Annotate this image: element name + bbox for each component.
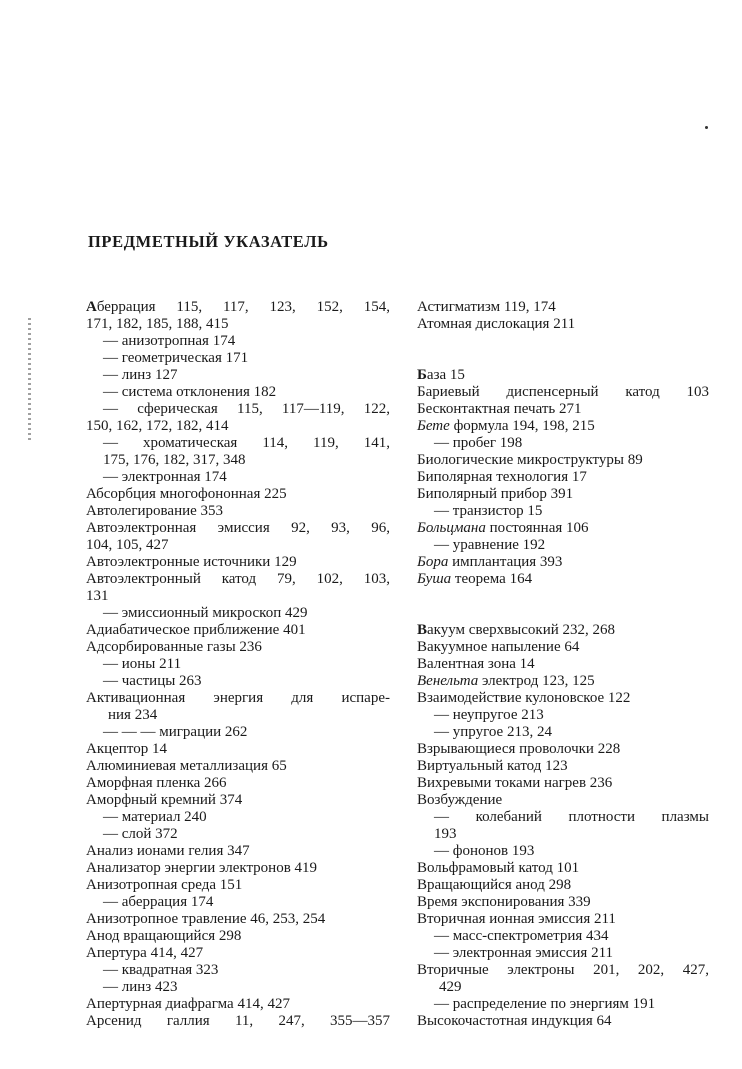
index-entry: Анод вращающийся 298 [86, 928, 242, 944]
index-entry: Аморфный кремний 374 [86, 792, 243, 808]
index-entry: Валентная зона 14 [417, 656, 535, 672]
index-entry: Вольфрамовый катод 101 [417, 860, 580, 876]
index-entry: — аберрация 174 [103, 894, 214, 910]
margin-mark [28, 318, 31, 442]
index-entry: — слой 372 [103, 826, 178, 842]
index-entry: Возбуждение [417, 792, 503, 808]
index-entry: Венельта электрод 123, 125 [417, 673, 595, 689]
index-entry: Атомная дислокация 211 [417, 316, 576, 332]
index-entry: — материал 240 [103, 809, 207, 825]
index-entry: Биологические микроструктуры 89 [417, 452, 643, 468]
index-entry: — геометрическая 171 [103, 350, 249, 366]
index-entry: Акцептор 14 [86, 741, 167, 757]
index-entry: Апертурная диафрагма 414, 427 [86, 996, 290, 1012]
index-entry: Бариевый диспенсерный катод 103 [417, 384, 709, 400]
index-entry: 193 [434, 826, 457, 842]
index-entry: Аморфная пленка 266 [86, 775, 227, 791]
index-entry: Высокочастотная индукция 64 [417, 1013, 612, 1029]
index-entry: — транзистор 15 [434, 503, 543, 519]
index-entry: Адсорбированные газы 236 [86, 639, 262, 655]
index-entry: Автоэлектронные источники 129 [86, 554, 297, 570]
index-entry: Астигматизм 119, 174 [417, 299, 556, 315]
index-entry: — эмиссионный микроскоп 429 [103, 605, 308, 621]
index-entry: — сферическая 115, 117—119, 122, [103, 401, 390, 417]
index-entry: Активационная энергия для испаре- [86, 690, 390, 706]
index-entry: 104, 105, 427 [86, 537, 169, 553]
index-entry: — электронная эмиссия 211 [434, 945, 614, 961]
index-entry: Анализатор энергии электронов 419 [86, 860, 318, 876]
index-entry: Больцмана постоянная 106 [417, 520, 589, 536]
index-entry: — система отклонения 182 [103, 384, 277, 400]
index-entry: Вакуумное напыление 64 [417, 639, 580, 655]
index-entry: — линз 423 [103, 979, 178, 995]
index-entry: Вторичная ионная эмиссия 211 [417, 911, 616, 927]
index-entry: Абсорбция многофононная 225 [86, 486, 287, 502]
letter-section-gap [417, 333, 709, 367]
index-entry: 175, 176, 182, 317, 348 [103, 452, 246, 468]
index-entry: — хроматическая 114, 119, 141, [103, 435, 390, 451]
index-entry: Аберрация 115, 117, 123, 152, 154, [86, 299, 390, 315]
index-entry: Адиабатическое приближение 401 [86, 622, 306, 638]
index-entry: Бора имплантация 393 [417, 554, 563, 570]
index-entry: 171, 182, 185, 188, 415 [86, 316, 229, 332]
index-entry: Вторичные электроны 201, 202, 427, [417, 962, 709, 978]
index-entry: Автоэлектронная эмиссия 92, 93, 96, [86, 520, 390, 536]
index-entry: Бесконтактная печать 271 [417, 401, 582, 417]
index-entry: Автолегирование 353 [86, 503, 224, 519]
index-entry: — уравнение 192 [434, 537, 546, 553]
index-entry: Взрывающиеся проволочки 228 [417, 741, 621, 757]
index-entry: Вращающийся анод 298 [417, 877, 572, 893]
index-entry: — электронная 174 [103, 469, 227, 485]
index-entry: Алюминиевая металлизация 65 [86, 758, 287, 774]
index-entry: Апертура 414, 427 [86, 945, 204, 961]
index-entry: Автоэлектронный катод 79, 102, 103, [86, 571, 390, 587]
index-entry: Арсенид галлия 11, 247, 355—357 [86, 1013, 390, 1029]
index-entry: — упругое 213, 24 [434, 724, 552, 740]
index-entry: Анизотропная среда 151 [86, 877, 243, 893]
index-entry: Биполярная технология 17 [417, 469, 587, 485]
index-entry: 429 [439, 979, 462, 995]
index-entry: — — — миграции 262 [103, 724, 248, 740]
index-entry: — неупругое 213 [434, 707, 544, 723]
left-column [86, 299, 390, 1030]
index-entry: Вихревыми токами нагрев 236 [417, 775, 613, 791]
right-column [417, 299, 709, 1030]
index-entry: Буша теорема 164 [417, 571, 533, 587]
index-entry: Биполярный прибор 391 [417, 486, 574, 502]
index-entry: — колебаний плотности плазмы [434, 809, 709, 825]
index-entry: — ионы 211 [103, 656, 182, 672]
letter-section-gap [417, 588, 709, 622]
index-entry: ния 234 [108, 707, 158, 723]
index-entry: 131 [86, 588, 109, 604]
index-entry: База 15 [417, 367, 465, 383]
index-entry: — масс-спектрометрия 434 [434, 928, 609, 944]
index-entry: — фононов 193 [434, 843, 535, 859]
index-entry: Анизотропное травление 46, 253, 254 [86, 911, 326, 927]
page-title: ПРЕДМЕТНЫЙ УКАЗАТЕЛЬ [88, 232, 329, 251]
index-entry: — частицы 263 [103, 673, 202, 689]
speck [705, 126, 708, 129]
index-entry: Анализ ионами гелия 347 [86, 843, 250, 859]
index-entry: — пробег 198 [434, 435, 523, 451]
index-entry: Бете формула 194, 198, 215 [417, 418, 595, 434]
index-entry: Виртуальный катод 123 [417, 758, 568, 774]
index-entry: — квадратная 323 [103, 962, 219, 978]
index-entry: Вакуум сверхвысокий 232, 268 [417, 622, 616, 638]
index-entry: — линз 127 [103, 367, 178, 383]
index-entry: — распределение по энергиям 191 [434, 996, 656, 1012]
index-entry: — анизотропная 174 [103, 333, 236, 349]
index-entry: Взаимодействие кулоновское 122 [417, 690, 631, 706]
index-entry: 150, 162, 172, 182, 414 [86, 418, 229, 434]
index-entry: Время экспонирования 339 [417, 894, 591, 910]
